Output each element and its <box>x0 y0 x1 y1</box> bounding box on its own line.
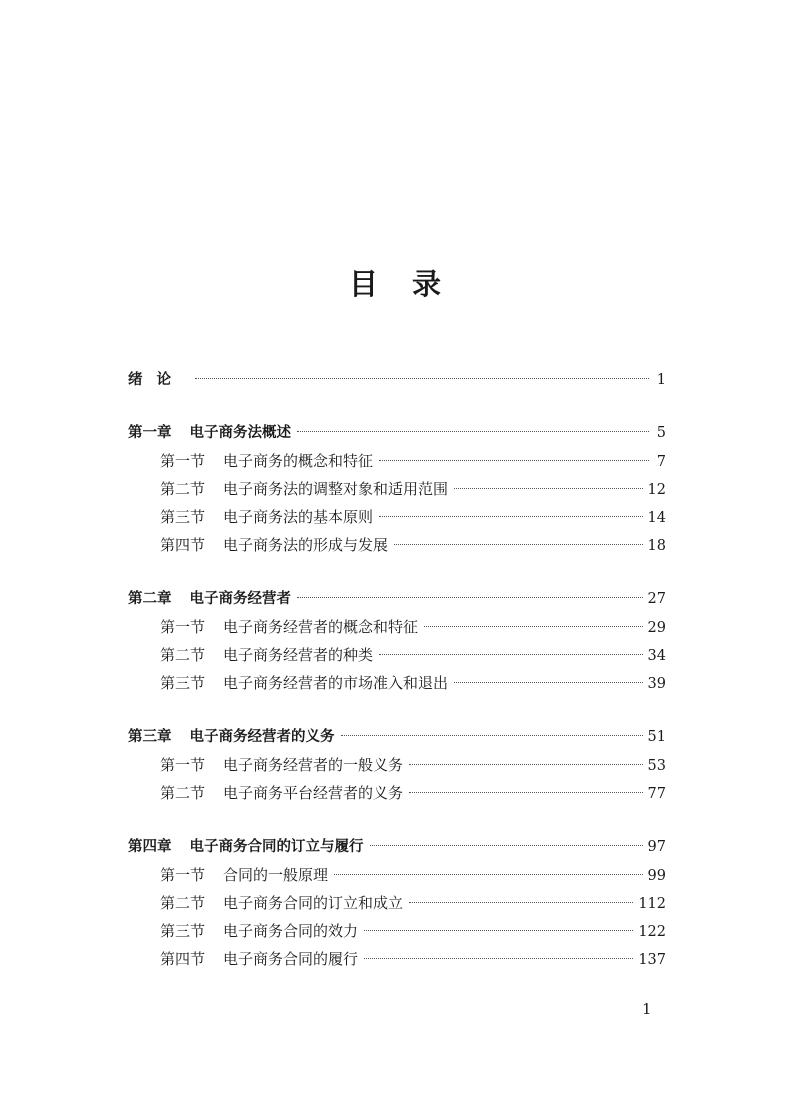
dot-leader <box>341 735 643 736</box>
dot-leader <box>454 488 643 489</box>
spacer <box>128 394 666 419</box>
section-number: 第一节 <box>160 866 206 884</box>
dot-leader <box>394 544 643 545</box>
toc-page-number: 27 <box>647 591 666 607</box>
toc-section[interactable] <box>128 641 666 669</box>
section-number: 第三节 <box>160 922 206 940</box>
toc-page-number: 1 <box>656 372 666 388</box>
dot-leader <box>379 654 643 655</box>
toc-page-number: 122 <box>638 924 666 940</box>
spacer <box>128 559 666 585</box>
dot-leader <box>379 460 649 461</box>
section-title: 电子商务合同的订立和成立 <box>223 894 404 912</box>
toc-chapter-3[interactable] <box>128 723 666 751</box>
section-title: 电子商务的概念和特征 <box>223 452 374 470</box>
spacer <box>128 807 666 833</box>
section-title: 电子商务合同的效力 <box>223 922 359 940</box>
section-number: 第二节 <box>160 480 206 498</box>
toc-section[interactable] <box>128 917 666 945</box>
dot-leader <box>424 626 643 627</box>
toc-page-number: 7 <box>656 454 666 470</box>
toc-page-number: 34 <box>647 648 666 664</box>
section-number: 第一节 <box>160 756 206 774</box>
section-number: 第二节 <box>160 646 206 664</box>
section-number: 第四节 <box>160 536 206 554</box>
section-title: 电子商务经营者的市场准入和退出 <box>223 674 449 692</box>
toc-section[interactable] <box>128 531 666 559</box>
dot-leader <box>364 930 633 931</box>
chapter-title: 电子商务经营者 <box>189 591 291 607</box>
page-folio-number: 1 <box>642 1000 652 1018</box>
toc-page-number: 14 <box>647 510 666 526</box>
chapter-number: 第一章 <box>128 425 172 441</box>
section-title: 电子商务法的形成与发展 <box>223 536 389 554</box>
section-number: 第一节 <box>160 618 206 636</box>
page-title: 目录 <box>348 267 475 301</box>
section-title: 电子商务合同的履行 <box>223 950 359 968</box>
toc-page-number: 51 <box>647 729 666 745</box>
toc-section[interactable] <box>128 503 666 531</box>
toc-section[interactable] <box>128 779 666 807</box>
toc-section[interactable] <box>128 751 666 779</box>
section-title: 电子商务平台经营者的义务 <box>223 784 404 802</box>
toc-section[interactable] <box>128 669 666 697</box>
section-number: 第四节 <box>160 950 206 968</box>
dot-leader <box>409 792 643 793</box>
toc-page-number: 137 <box>638 952 666 968</box>
dot-leader <box>409 902 633 903</box>
chapter-title: 电子商务经营者的义务 <box>189 729 335 745</box>
toc-section[interactable] <box>128 945 666 973</box>
dot-leader <box>195 378 649 379</box>
dot-leader <box>454 682 643 683</box>
section-number: 第二节 <box>160 784 206 802</box>
section-title: 电子商务法的基本原则 <box>223 508 374 526</box>
toc-page-number: 5 <box>656 425 666 441</box>
chapter-title: 电子商务合同的订立与履行 <box>189 839 364 855</box>
toc-page-number: 29 <box>647 620 666 636</box>
section-title: 电子商务经营者的概念和特征 <box>223 618 419 636</box>
dot-leader <box>297 597 643 598</box>
dot-leader <box>370 845 643 846</box>
toc-page-number: 53 <box>647 758 666 774</box>
toc-section[interactable] <box>128 475 666 503</box>
toc-section[interactable] <box>128 889 666 917</box>
toc-section[interactable] <box>128 447 666 475</box>
toc-section[interactable] <box>128 613 666 641</box>
toc-entry-label: 绪论 <box>128 372 185 388</box>
toc-page-number: 112 <box>638 896 666 912</box>
toc-page-number: 18 <box>647 538 666 554</box>
chapter-number: 第三章 <box>128 729 172 745</box>
section-title: 电子商务经营者的一般义务 <box>223 756 404 774</box>
section-number: 第三节 <box>160 674 206 692</box>
section-title: 合同的一般原理 <box>223 866 329 884</box>
toc-chapter-2[interactable] <box>128 585 666 613</box>
dot-leader <box>334 874 643 875</box>
toc-chapter-1[interactable] <box>128 419 666 447</box>
dot-leader <box>297 431 649 432</box>
chapter-title: 电子商务法概述 <box>189 425 291 441</box>
section-title: 电子商务经营者的种类 <box>223 646 374 664</box>
dot-leader <box>364 958 633 959</box>
toc-page-number: 97 <box>647 839 666 855</box>
dot-leader <box>379 516 643 517</box>
spacer <box>128 697 666 723</box>
chapter-number: 第四章 <box>128 839 172 855</box>
table-of-contents <box>128 366 666 973</box>
section-number: 第二节 <box>160 894 206 912</box>
toc-section[interactable] <box>128 861 666 889</box>
toc-entry-intro[interactable] <box>128 366 666 394</box>
section-number: 第一节 <box>160 452 206 470</box>
section-number: 第三节 <box>160 508 206 526</box>
toc-page-number: 12 <box>647 482 666 498</box>
toc-page-number: 99 <box>647 868 666 884</box>
dot-leader <box>409 764 643 765</box>
chapter-number: 第二章 <box>128 591 172 607</box>
toc-page-number: 39 <box>647 676 666 692</box>
toc-page-number: 77 <box>647 786 666 802</box>
toc-chapter-4[interactable] <box>128 833 666 861</box>
section-title: 电子商务法的调整对象和适用范围 <box>223 480 449 498</box>
